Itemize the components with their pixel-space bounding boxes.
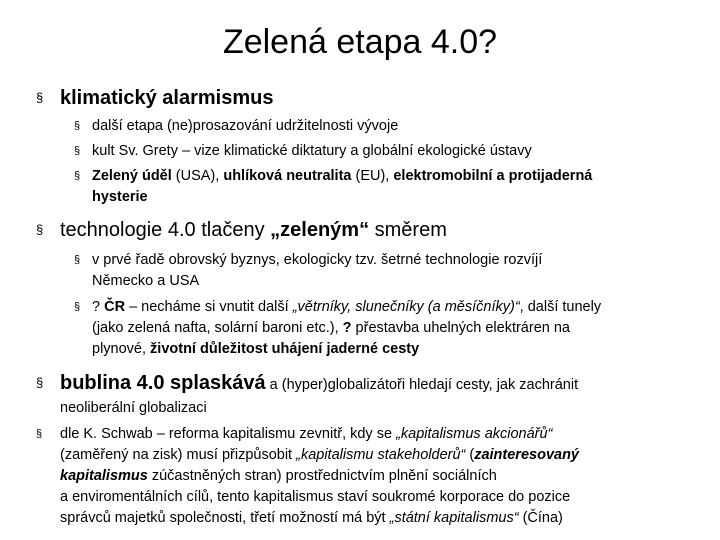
text: (Čína) xyxy=(518,510,563,526)
bullet-schwab xyxy=(36,424,579,529)
bullet-marker: § xyxy=(36,428,43,440)
section-heading: klimatický alarmismus xyxy=(60,87,274,109)
text-bold: ČR xyxy=(104,299,126,315)
text: (zaměřený na zisk) musí přizpůsobit xyxy=(60,447,297,463)
page-title: Zelená etapa 4.0? xyxy=(222,23,498,61)
text: , další tunely xyxy=(519,299,602,315)
bullet-technologie xyxy=(36,218,447,242)
text-italic: „kapitalismus akcionářů“ xyxy=(396,426,553,442)
sub-bullet xyxy=(74,166,592,208)
bullet-marker: § xyxy=(36,90,44,105)
text: ( xyxy=(465,447,475,463)
text: ? xyxy=(92,299,105,315)
text-bold: hysterie xyxy=(92,189,148,205)
text: (EU), xyxy=(351,168,394,184)
bullet-marker: § xyxy=(74,254,81,266)
bullet-marker: § xyxy=(74,145,81,157)
bullet-marker: § xyxy=(74,170,81,182)
sub-bullet xyxy=(74,116,398,137)
heading-continuation xyxy=(60,398,207,419)
bullet-bublina xyxy=(36,371,578,397)
section-heading: směrem xyxy=(369,219,447,241)
text: (jako zelená nafta, solární baroni etc.), xyxy=(92,320,343,336)
text-bold: ? xyxy=(342,320,352,336)
sub-bullet-text: další etapa (ne)prosazování udržitelnosti vývoje xyxy=(92,118,399,134)
sub-bullet xyxy=(74,250,542,292)
sub-bullet xyxy=(74,141,532,162)
section-heading: a (hyper)globalizátoři hledají cesty, jak zachránit xyxy=(265,377,579,393)
text-bold: Zelený úděl xyxy=(92,168,172,184)
text: neoliberální globalizaci xyxy=(60,400,207,416)
text: plynové, xyxy=(92,341,151,357)
text: správců majetků společnosti, třetí možností má být xyxy=(60,510,390,526)
section-heading-bold: bublina 4.0 splaskává xyxy=(60,372,266,394)
sub-bullet-text: v prvé řadě obrovský byznys, ekologicky tzv. šetrné technologie rozvíjí xyxy=(92,252,543,268)
bullet-klimaticky-alarmismus xyxy=(36,86,273,110)
sub-bullet-text: kult Sv. Grety – vize klimatické diktatury a globální ekologické ústavy xyxy=(92,143,532,159)
text-italic: „státní kapitalismus“ xyxy=(389,510,519,526)
text: zúčastněných stran) prostřednictvím plnění sociálních xyxy=(147,468,497,484)
bullet-marker: § xyxy=(36,375,44,390)
sub-bullet-text: Německo a USA xyxy=(92,273,200,289)
text-bold: uhlíková neutralita xyxy=(223,168,352,184)
text: – necháme si vnutit další xyxy=(125,299,293,315)
text: dle K. Schwab – reforma kapitalismu zevnitř, kdy se xyxy=(60,426,397,442)
text-bold-italic: zainteresovaný xyxy=(474,447,579,463)
text-bold: životní důležitost uhájení jaderné cesty xyxy=(150,341,420,357)
section-heading: technologie 4.0 tlačeny xyxy=(60,219,271,241)
text-italic: „větrníky, slunečníky (a měsíčníky)“ xyxy=(292,299,520,315)
text-bold-italic: kapitalismus xyxy=(60,468,148,484)
text: (USA), xyxy=(171,168,224,184)
text: a enviromentálních cílů, tento kapitalismus staví soukromé korporace do pozice xyxy=(60,489,571,505)
section-heading-bold: „zeleným“ xyxy=(270,219,370,241)
sub-bullet xyxy=(74,297,601,360)
text: přestavba uhelných elektráren na xyxy=(351,320,570,336)
text-italic: „kapitalismu stakeholderů“ xyxy=(296,447,466,463)
text-bold: elektromobilní a protijaderná xyxy=(393,168,593,184)
bullet-marker: § xyxy=(74,301,81,313)
bullet-marker: § xyxy=(36,222,44,237)
bullet-marker: § xyxy=(74,120,81,132)
